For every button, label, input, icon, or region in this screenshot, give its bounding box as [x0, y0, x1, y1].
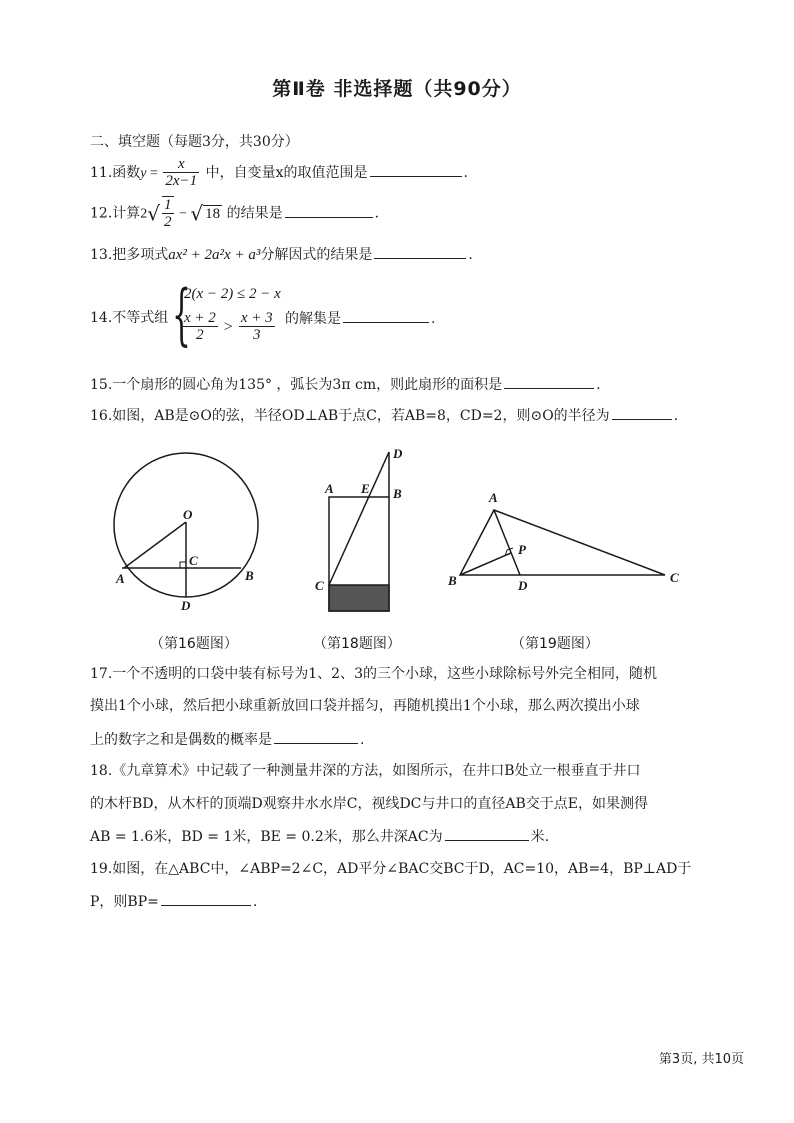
q11-y: y: [140, 166, 147, 181]
question-11: [90, 156, 468, 190]
q14-inequality-2: [180, 310, 277, 344]
q12-answer-blank[interactable]: [285, 203, 373, 218]
question-18-line-3: [90, 826, 549, 847]
q18-answer-blank[interactable]: [445, 826, 529, 841]
fig19-label-b: B: [448, 573, 457, 588]
q14-den-2: 3: [252, 327, 261, 343]
fig19-label-p: P: [518, 542, 526, 557]
q13-text: 分解因式的结果是: [260, 247, 373, 263]
question-16: [90, 405, 678, 426]
question-18-line-2: 的木杆BD，从木杆的顶端D观察井水水岸C，视线DC与井口的直径AB交于点E，如果测得: [90, 796, 649, 812]
fig19-label-d: D: [518, 578, 528, 593]
q16-text: 16.如图，AB是⊙O的弦，半径OD⊥AB于点C，若AB=8，CD=2，则⊙O的半径为: [90, 408, 610, 424]
q11-answer-blank[interactable]: [370, 162, 462, 177]
q14-num-1: x + 2: [184, 310, 216, 326]
fig18-label-a: A: [325, 481, 334, 496]
q11-numerator: x: [163, 156, 199, 173]
fig19-caption: （第19题图）: [511, 636, 599, 652]
q14-fraction-2: [239, 310, 275, 344]
q13-prefix: 13.把多项式: [90, 247, 169, 263]
q16-end: .: [673, 408, 679, 424]
figure-19: [460, 510, 665, 575]
q11-text: 中，自变量x的取值范围是: [201, 165, 368, 181]
figures-row: [0, 440, 794, 630]
q14-end: .: [431, 311, 436, 327]
q14-num-2: x + 3: [240, 310, 273, 326]
question-14-tail: [285, 308, 435, 329]
q12-numerator: 1: [164, 197, 172, 213]
question-17-line-2: 摸出1个小球，然后把小球重新放回口袋并摇匀，再随机摸出1个小球，那么两次摸出小球: [90, 698, 640, 714]
figure-16: [114, 453, 258, 597]
question-17-line-1: 17.一个不透明的口袋中装有标号为1、2、3的三个小球，这些小球除标号外完全相同，随机: [90, 666, 657, 682]
fig18-label-e: E: [361, 481, 370, 496]
question-18-line-1: 18.《九章算术》中记载了一种测量井深的方法，如图所示，在井口B处立一根垂直于井口: [90, 763, 641, 779]
q15-end: .: [596, 377, 601, 393]
fig18-water: [329, 585, 389, 611]
q11-denominator: 2x−1: [165, 173, 198, 189]
q17-text: 上的数字之和是偶数的概率是: [90, 732, 272, 748]
q14-fraction-1: [182, 310, 218, 344]
fig16-label-d: D: [181, 598, 191, 613]
q12-sqrt-argument: 18: [205, 205, 221, 222]
fig16-caption: （第16题图）: [150, 636, 238, 652]
q17-answer-blank[interactable]: [274, 729, 358, 744]
fig16-label-c: C: [189, 553, 198, 568]
question-19-line-1: 19.如图，在△ABC中，∠ABP=2∠C，AD平分∠BAC交BC于D，AC=10，AB=4，BP⊥AD于: [90, 861, 692, 877]
question-14: [90, 308, 168, 328]
fig18-label-d: D: [393, 446, 403, 461]
fig19-triangle-abc: [460, 510, 665, 575]
q14-text: 的解集是: [285, 311, 341, 327]
q11-fraction: [163, 156, 199, 190]
figure-18: [329, 452, 389, 611]
q14-answer-blank[interactable]: [343, 308, 429, 323]
question-13: [90, 244, 473, 265]
fig18-label-b: B: [393, 486, 402, 501]
question-12: [90, 196, 379, 231]
fig16-label-b: B: [245, 568, 254, 583]
q14-prefix: 14.不等式组: [90, 310, 169, 326]
q17-end: .: [360, 732, 365, 748]
q13-polynomial: ax² + 2a²x + a³: [168, 247, 261, 263]
q18-end: 米.: [530, 829, 550, 845]
section-heading: 二、填空题（每题3分，共30分）: [90, 134, 299, 150]
fig19-bisector-ad: [494, 510, 520, 575]
fig18-sightline-dc: [329, 452, 389, 585]
q14-den-1: 2: [196, 327, 204, 343]
q12-text: 的结果是: [222, 205, 283, 222]
q12-denominator: 2: [164, 214, 172, 230]
sqrt-symbol: √: [147, 201, 161, 226]
q15-text: 15.一个扇形的圆心角为135° ，弧长为3π cm，则此扇形的面积是: [90, 377, 503, 393]
fig16-radius-oa: [124, 522, 186, 568]
q14-inequality-1: 2(x − 2) ≤ 2 − x: [184, 286, 281, 302]
sqrt-symbol: √: [190, 201, 204, 226]
q11-prefix: 11.函数: [90, 165, 141, 181]
question-19-line-2: [90, 891, 257, 912]
q15-answer-blank[interactable]: [504, 374, 594, 389]
q14-gt: >: [219, 318, 237, 336]
fig16-label-o: O: [183, 507, 193, 522]
q13-answer-blank[interactable]: [374, 244, 466, 259]
fig19-label-c: C: [670, 570, 679, 585]
q12-fraction: [162, 196, 174, 231]
fig18-label-c: C: [315, 578, 324, 593]
q13-end: .: [468, 247, 473, 263]
q19-text: P，则BP=: [90, 894, 159, 910]
q11-end: .: [463, 165, 468, 181]
q14-inequality-system: [172, 276, 282, 358]
q12-minus: −: [175, 206, 191, 222]
question-17-line-3: [90, 729, 364, 750]
q12-coefficient: 2: [140, 206, 148, 222]
q11-eq: =: [146, 166, 162, 181]
fig19-segment-bp: [460, 553, 511, 575]
q16-answer-blank[interactable]: [612, 405, 672, 420]
fig16-label-a: A: [116, 571, 125, 586]
brace-symbol: {: [172, 276, 191, 353]
q12-prefix: 12.计算: [90, 205, 141, 222]
fig16-right-angle: [180, 562, 186, 568]
fig18-caption: （第18题图）: [313, 636, 401, 652]
fig19-label-a: A: [489, 490, 498, 505]
page-number: 第3页, 共10页: [658, 1052, 744, 1067]
q12-end: .: [374, 205, 380, 222]
question-15: [90, 374, 601, 395]
q19-answer-blank[interactable]: [161, 891, 251, 906]
page-title: 第Ⅱ卷 非选择题（共90分）: [272, 78, 522, 100]
q18-text: AB = 1.6米，BD = 1米，BE = 0.2米，那么井深AC为: [90, 829, 443, 845]
q19-end: .: [252, 894, 258, 910]
